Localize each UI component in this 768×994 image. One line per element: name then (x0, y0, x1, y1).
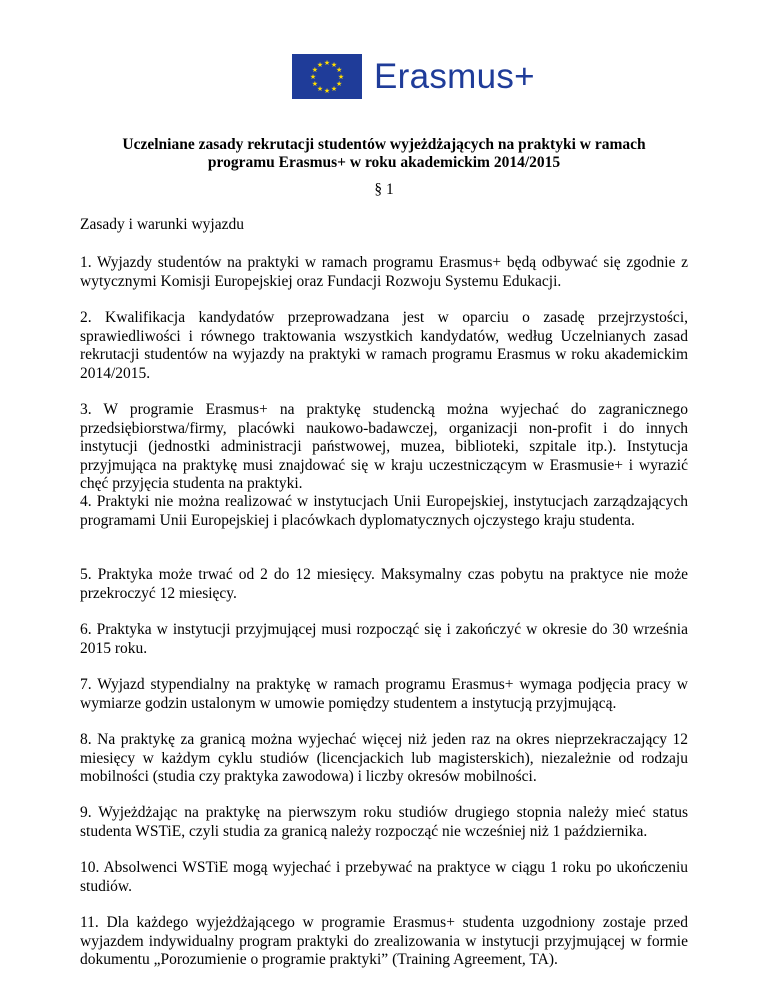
paragraph-2: 2. Kwalifikacja kandydatów przeprowadzana jest w oparciu o zasadę przejrzystości, sprawiedliwości i równego traktowania wszystkich kandydatów, według Uczelnianych zasad rekrutacji studentów na wyjazdy na praktyki w ramach programu Erasmus w roku akademickim 2014/2015. (80, 309, 688, 382)
eu-star-icon: ★ (335, 80, 343, 88)
eu-star-icon: ★ (311, 66, 319, 74)
section-number: § 1 (374, 181, 394, 198)
section-heading: Zasady i warunki wyjazdu (80, 216, 244, 233)
paragraph-7: 7. Wyjazd stypendialny na praktykę w ramach programu Erasmus+ wymaga podjęcia pracy w wymiarze godzin ustalonym w umowie pomiędzy studentem a instytucją przyjmującą. (80, 676, 688, 712)
erasmus-logo (288, 52, 538, 102)
paragraph-6: 6. Praktyka w instytucji przyjmującej musi rozpocząć się i zakończyć w okresie do 30 września 2015 roku. (80, 621, 688, 657)
eu-star-icon: ★ (335, 66, 343, 74)
paragraph-4: 4. Praktyki nie można realizować w instytucjach Unii Europejskiej, instytucjach zarządzających programami Unii Europejskiej i placówkach dyplomatycznych ojczystego kraju studenta. (80, 493, 688, 529)
eu-star-icon: ★ (323, 59, 331, 67)
eu-star-icon: ★ (316, 85, 324, 94)
eu-star-icon: ★ (316, 60, 324, 69)
paragraph-5: 5. Praktyka może trwać od 2 do 12 miesięcy. Maksymalny czas pobytu na praktyce nie może przekroczyć 12 miesięcy. (80, 566, 688, 602)
erasmus-wordmark: Erasmus+ (374, 57, 535, 96)
document-title (80, 136, 688, 172)
eu-star-icon: ★ (323, 87, 331, 95)
eu-flag-icon (292, 54, 362, 99)
paragraph-3: 3. W programie Erasmus+ na praktykę studencką można wyjechać do zagranicznego przedsiębiorstwa/firmy, placówki naukowo-badawczej, organizacji non-profit i do innych instytucji (jednostki administracji państwowej, muzea, biblioteki, szpitale itp.). Instytucja przyjmująca na praktykę musi znajdować się w kraju uczestniczącym w Erasmusie+ i wyrazić chęć przyjęcia studenta na praktyki. (80, 401, 688, 492)
paragraph-10: 10. Absolwenci WSTiE mogą wyjechać i przebywać na praktyce w ciągu 1 roku po ukończeniu studiów. (80, 859, 688, 895)
eu-star-icon: ★ (330, 85, 338, 94)
eu-star-icon: ★ (330, 60, 338, 69)
paragraph-8: 8. Na praktykę za granicą można wyjechać więcej niż jeden raz na okres nieprzekraczający 12 miesięcy w każdym cyklu studiów (licencjackich lub magisterskich), niezależnie od rodzaju mobilności (studia czy praktyka zawodowa) i liczby okresów mobilności. (80, 731, 688, 785)
paragraph-9: 9. Wyjeżdżając na praktykę na pierwszym roku studiów drugiego stopnia należy mieć status studenta WSTiE, czyli studia za granicą należy rozpocząć nie wcześniej niż 1 października. (80, 804, 688, 840)
eu-star-icon: ★ (311, 80, 319, 88)
paragraph-11: 11. Dla każdego wyjeżdżającego w programie Erasmus+ studenta uzgodniony zostaje przed wyjazdem indywidualny program praktyki do zrealizowania w instytucji przyjmującej w formie dokumentu „Porozumienie o programie praktyki” (Training Agreement, TA). (80, 914, 688, 968)
paragraph-1: 1. Wyjazdy studentów na praktyki w ramach programu Erasmus+ będą odbywać się zgodnie z wytycznymi Komisji Europejskiej oraz Fundacji Rozwoju Systemu Edukacji. (80, 254, 688, 290)
eu-star-icon: ★ (309, 73, 317, 81)
eu-star-icon: ★ (337, 73, 345, 81)
title-line-1: Uczelniane zasady rekrutacji studentów wyjeżdżających na praktyki w ramach (122, 136, 646, 153)
title-line-2: programu Erasmus+ w roku akademickim 2014/2015 (207, 154, 561, 171)
